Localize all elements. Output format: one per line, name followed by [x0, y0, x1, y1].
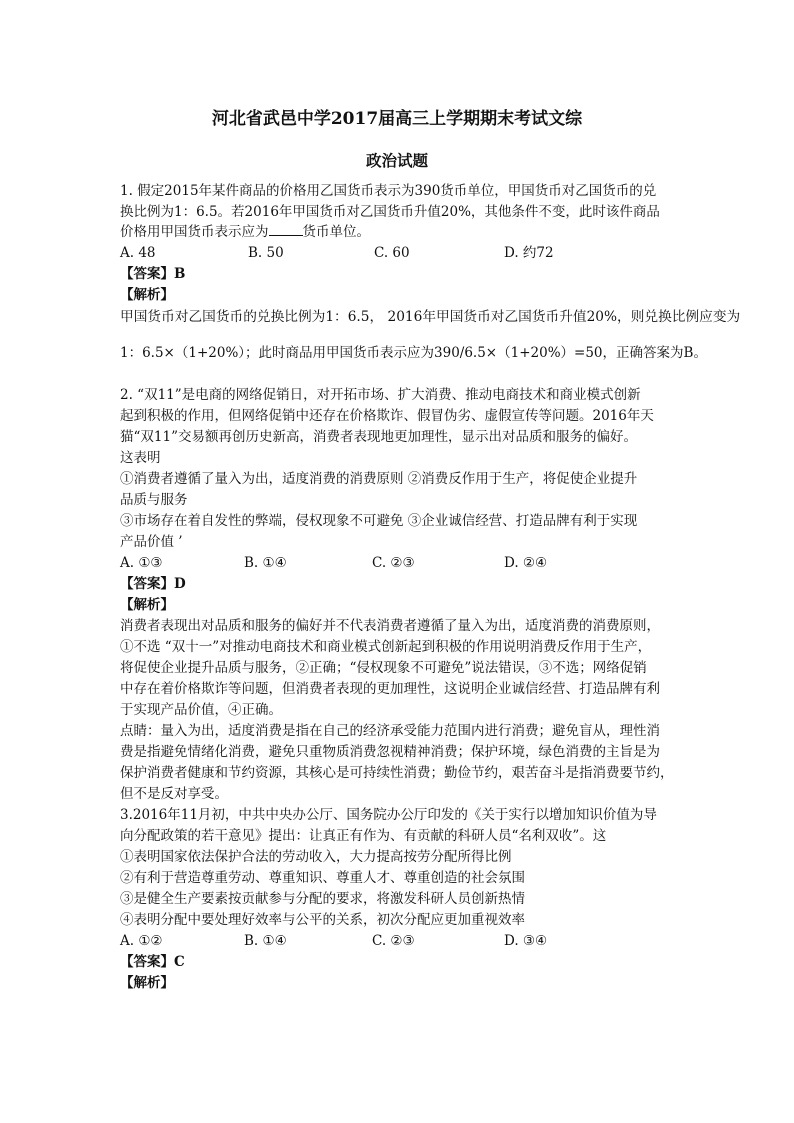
- q2-stem-line: 起到积极的作用，但网络促销中还存在价格欺诈、假冒伪劣、虚假宣传等问题。2016年天: [120, 408, 654, 424]
- q1-option-d: D. 约72: [504, 245, 554, 261]
- q3-statement-line: ④表明分配中要处理好效率与公平的关系，初次分配应更加重视效率: [120, 912, 525, 928]
- q3-answer: 【答案】C: [120, 954, 185, 970]
- q2-option-b: B. ①④: [244, 555, 287, 571]
- q1-option-a: A. 48: [120, 245, 156, 261]
- q3-option-d: D. ③④: [504, 933, 548, 949]
- q2-analysis-line: ①不选 “双十一”对推动电商技术和商业模式创新起到积极的作用说明消费反作用于生产，: [120, 639, 652, 655]
- q3-option-a: A. ①②: [120, 933, 163, 949]
- q2-analysis-line: 保护消费者健康和节约资源，其核心是可持续性消费；勤俭节约，艰苦奋斗是指消费要节约，: [120, 765, 674, 781]
- q2-option-c: C. ②③: [372, 555, 415, 571]
- q1-stem-line: 换比例为1：6.5。若2016年甲国货币对乙国货币升值20%，其他条件不变，此时该件商品: [120, 204, 660, 220]
- q1-analysis-label: 【解析】: [120, 287, 174, 303]
- q3-stem-line: 向分配政策的若干意见》提出：让真正有作为、有贡献的科研人员“名利双收”。这: [120, 828, 607, 844]
- q1-stem-text: 货币单位。: [302, 224, 370, 240]
- q2-analysis-line: 但不是反对享受。: [120, 786, 228, 802]
- answer-blank: [269, 222, 303, 236]
- q3-analysis-label: 【解析】: [120, 975, 174, 991]
- q2-stem-line: 这表明: [120, 450, 161, 466]
- q3-stem-line: 3.2016年11月初，中共中央办公厅、国务院办公厅印发的《关于实行以增加知识价值为导: [120, 807, 657, 823]
- q2-analysis-line: 消费者表现出对品质和服务的偏好并不代表消费者遵循了量入为出，适度消费的消费原则，: [120, 618, 660, 634]
- q3-statement-line: ①表明国家依法保护合法的劳动收入，大力提高按劳分配所得比例: [120, 849, 512, 865]
- q2-analysis-line: 中存在着价格欺诈等问题，但消费者表现的更加理性，这说明企业诚信经营、打造品牌有利: [120, 681, 660, 697]
- q1-stem-line: 1. 假定2015年某件商品的价格用乙国货币表示为390货币单位，甲国货币对乙国货币的兑: [120, 183, 657, 199]
- q3-option-c: C. ②③: [372, 933, 415, 949]
- q3-statement-line: ②有利于营造尊重劳动、尊重知识、尊重人才、尊重创造的社会氛围: [120, 870, 525, 886]
- q3-statement-line: ③是健全生产要素按贡献参与分配的要求，将激发科研人员创新热情: [120, 891, 525, 907]
- q2-analysis-line: 费是指避免情绪化消费，避免只重物质消费忽视精神消费；保护环境，绿色消费的主旨是为: [120, 744, 660, 760]
- q2-analysis-line: 于实现产品价值，④正确。: [120, 702, 282, 718]
- q2-statement-line: ③市场存在着自发性的弊端，侵权现象不可避免 ③企业诚信经营、打造品牌有利于实现: [120, 513, 638, 529]
- q2-statement-line: ①消费者遵循了量入为出，适度消费的消费原则 ②消费反作用于生产，将促使企业提升: [120, 471, 638, 487]
- q1-option-c: C. 60: [374, 245, 410, 261]
- q1-stem-line: [120, 222, 370, 242]
- q2-stem-line: 猫“双11”交易额再创历史新高，消费者表现地更加理性，显示出对品质和服务的偏好。: [120, 429, 637, 445]
- q1-answer: 【答案】B: [120, 266, 186, 282]
- q1-analysis-line: 甲国货币对乙国货币的兑换比例为1：6.5， 2016年甲国货币对乙国货币升值20%，则兑换比例应变为: [120, 309, 741, 325]
- q2-statement-line: 产品价值 ’: [120, 534, 183, 550]
- q2-option-d: D. ②④: [504, 555, 548, 571]
- q3-option-b: B. ①④: [244, 933, 287, 949]
- q2-answer: 【答案】D: [120, 576, 186, 592]
- q2-analysis-label: 【解析】: [120, 597, 174, 613]
- q2-stem-line: 2. “双11”是电商的网络促销日，对开拓市场、扩大消费、推动电商技术和商业模式创新: [120, 387, 641, 403]
- q2-analysis-line: 将促使企业提升品质与服务，②正确；“侵权现象不可避免”说法错误，③不选；网络促销: [120, 660, 647, 676]
- q2-option-a: A. ①③: [120, 555, 163, 571]
- q1-stem-text: 价格用甲国货币表示应为: [120, 224, 269, 240]
- document-subtitle: 政治试题: [365, 151, 428, 170]
- q1-analysis-line: 1：6.5×（1+20%）；此时商品用甲国货币表示应为390/6.5×（1+20%）=50，正确答案为B。: [120, 345, 707, 361]
- q2-statement-line: 品质与服务: [120, 492, 188, 508]
- document-title: 河北省武邑中学2017届高三上学期期末考试文综: [211, 109, 583, 129]
- q2-analysis-line: 点睛：量入为出，适度消费是指在自己的经济承受能力范围内进行消费；避免盲从，理性消: [120, 723, 660, 739]
- q1-option-b: B. 50: [248, 245, 284, 261]
